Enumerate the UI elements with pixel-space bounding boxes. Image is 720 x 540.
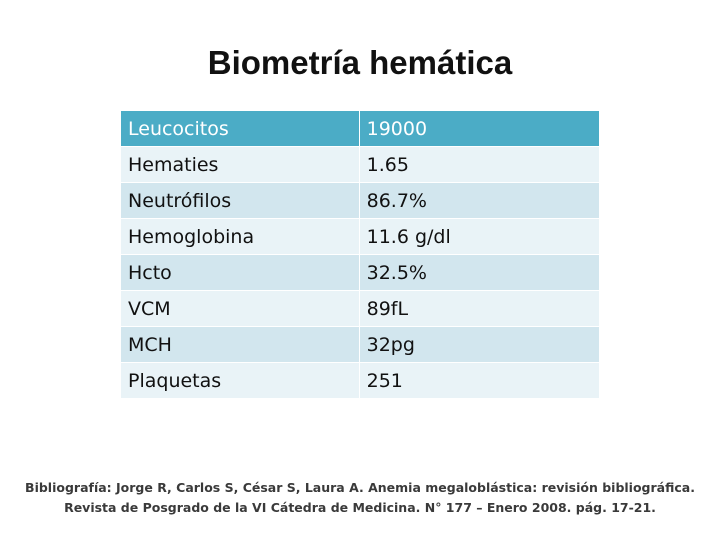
table-row [121,183,600,219]
bibliography-line: Revista de Posgrado de la VI Cátedra de Medicina. N° 177 – Enero 2008. pág. 17-21. [64,500,656,515]
table-row [121,327,600,363]
lab-results-table [120,110,600,399]
test-value-cell: 32pg [359,327,599,363]
table-row [121,291,600,327]
test-value-cell: 1.65 [359,147,599,183]
test-value-cell: 89fL [359,291,599,327]
test-value-cell: 86.7% [359,183,599,219]
test-name-cell: Neutrófilos [121,183,360,219]
test-name-cell: MCH [121,327,360,363]
test-name-cell: Plaquetas [121,363,360,399]
test-value-cell: 11.6 g/dl [359,219,599,255]
table-row [121,255,600,291]
bibliography-line: Bibliografía: Jorge R, Carlos S, César S, Laura A. Anemia megaloblástica: revisión bibliográfica. [25,480,695,495]
test-value-cell: 32.5% [359,255,599,291]
test-name-cell: Hcto [121,255,360,291]
test-name-cell: VCM [121,291,360,327]
bibliography-citation [20,478,700,518]
page-title: Biometría hemática [207,44,513,81]
table-row [121,111,600,147]
test-name-cell: Leucocitos [121,111,360,147]
test-value-cell: 19000 [359,111,599,147]
test-name-cell: Hematies [121,147,360,183]
table-row [121,147,600,183]
table-row [121,363,600,399]
test-name-cell: Hemoglobina [121,219,360,255]
table-row [121,219,600,255]
test-value-cell: 251 [359,363,599,399]
